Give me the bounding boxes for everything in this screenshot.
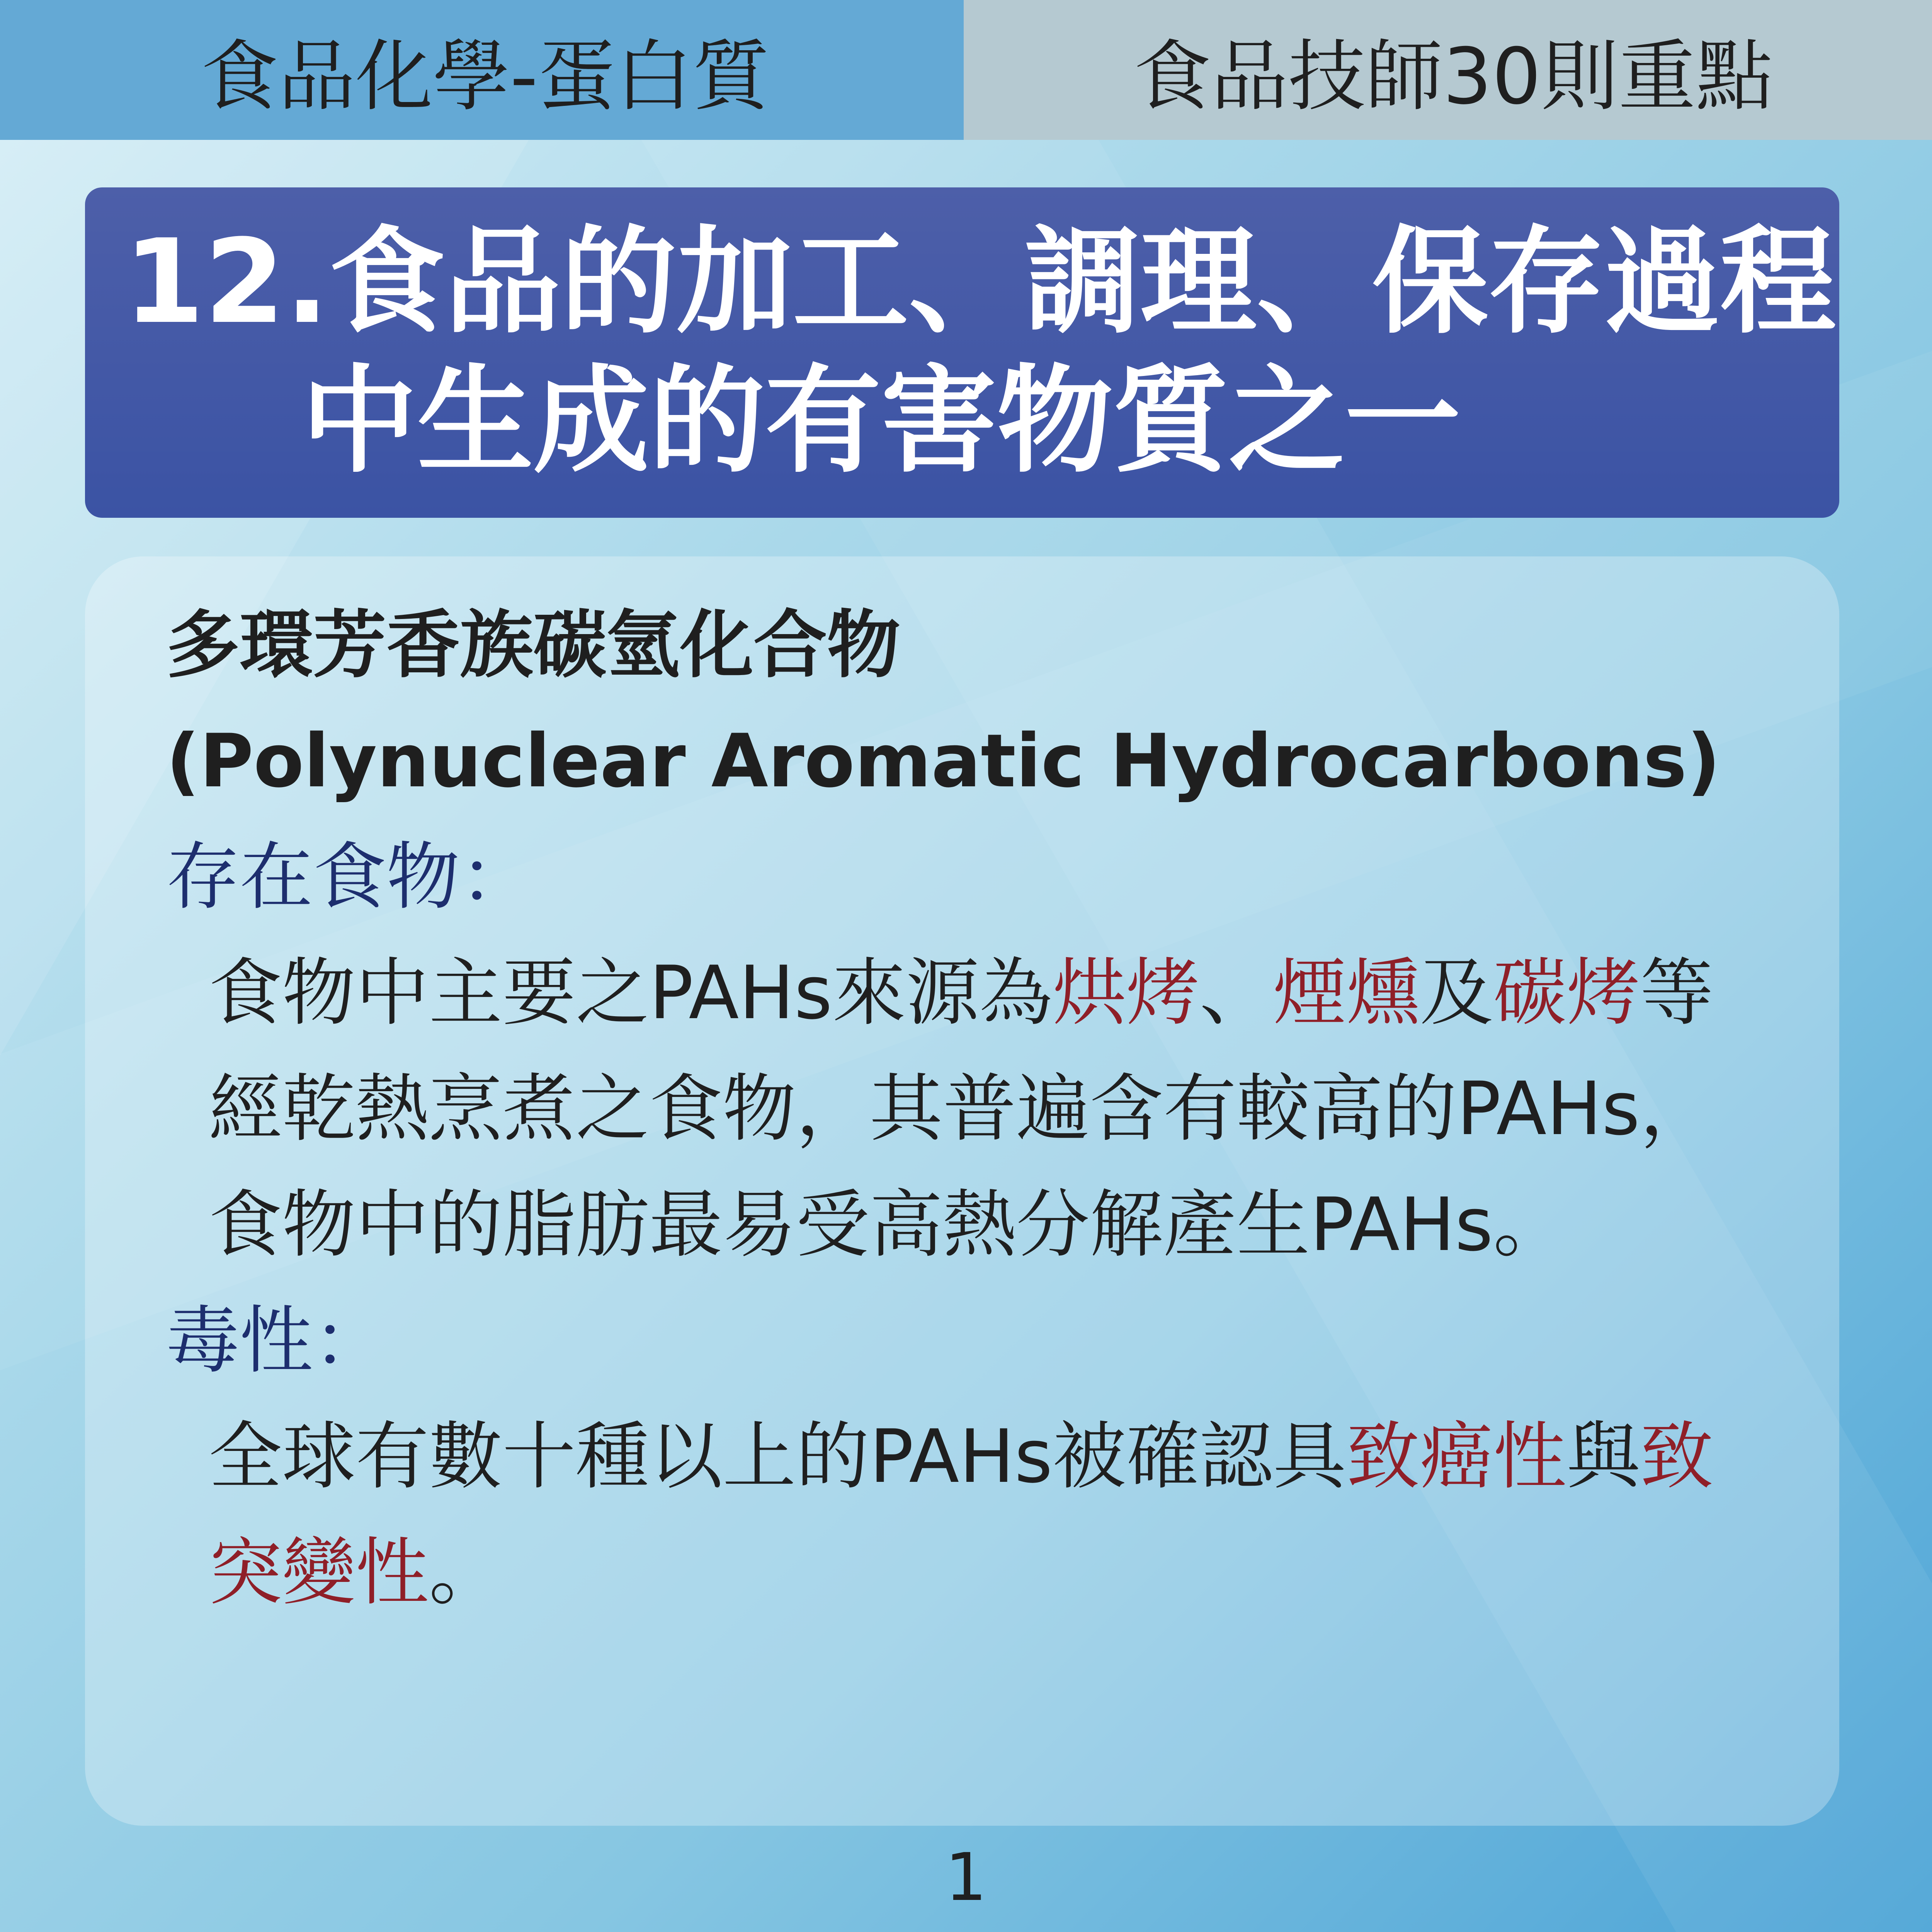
section-heading-toxicity: 毒性： (166, 1298, 387, 1383)
highlight-baking: 烘烤 (1053, 950, 1200, 1036)
highlight-carcinogenic: 致癌性 (1346, 1414, 1567, 1499)
text-segment: 等 (1640, 950, 1714, 1036)
header-tab-series (964, 0, 1932, 140)
section-heading-occurrence: 存在食物： (166, 834, 534, 920)
content-card (85, 556, 1839, 1826)
toxicity-line-2 (166, 1515, 1839, 1631)
page-number: 1 (945, 1839, 987, 1916)
term-english: (Polynuclear Aromatic Hydrocarbons) (166, 718, 1721, 804)
title-line-1: 12.食品的加工、調理、保存過程 (124, 214, 1836, 349)
occurrence-line-2: 經乾熱烹煮之食物，其普遍含有較高的PAHs， (209, 1066, 1714, 1151)
term-chinese: 多環芳香族碳氫化合物 (166, 602, 901, 688)
text-segment: 。 (429, 1530, 503, 1615)
text-segment: 食物中主要之PAHs來源為 (209, 950, 1053, 1036)
text-segment: 與 (1566, 1414, 1640, 1499)
highlight-smoking: 煙燻 (1273, 950, 1420, 1036)
text-segment: 全球有數十種以上的PAHs被確認具 (209, 1414, 1347, 1499)
occurrence-line-1 (166, 935, 1839, 1051)
highlight-charcoal-grilling: 碳烤 (1493, 950, 1640, 1036)
header-tab-topic (0, 0, 964, 140)
text-segment: 、 (1199, 950, 1273, 1036)
highlight-mutagenic-start: 致 (1640, 1414, 1714, 1499)
header-tab-topic-label: 食品化學-蛋白質 (201, 31, 770, 122)
text-segment: 及 (1420, 950, 1493, 1036)
highlight-mutagenic-end: 突變性 (209, 1530, 429, 1615)
occurrence-line-3: 食物中的脂肪最易受高熱分解產生PAHs。 (209, 1182, 1567, 1267)
toxicity-line-1 (166, 1399, 1839, 1515)
title-line-2: 中生成的有害物質之一 (301, 354, 1461, 488)
title-banner (85, 187, 1839, 518)
header-tab-series-label: 食品技師30則重點 (1134, 31, 1773, 122)
